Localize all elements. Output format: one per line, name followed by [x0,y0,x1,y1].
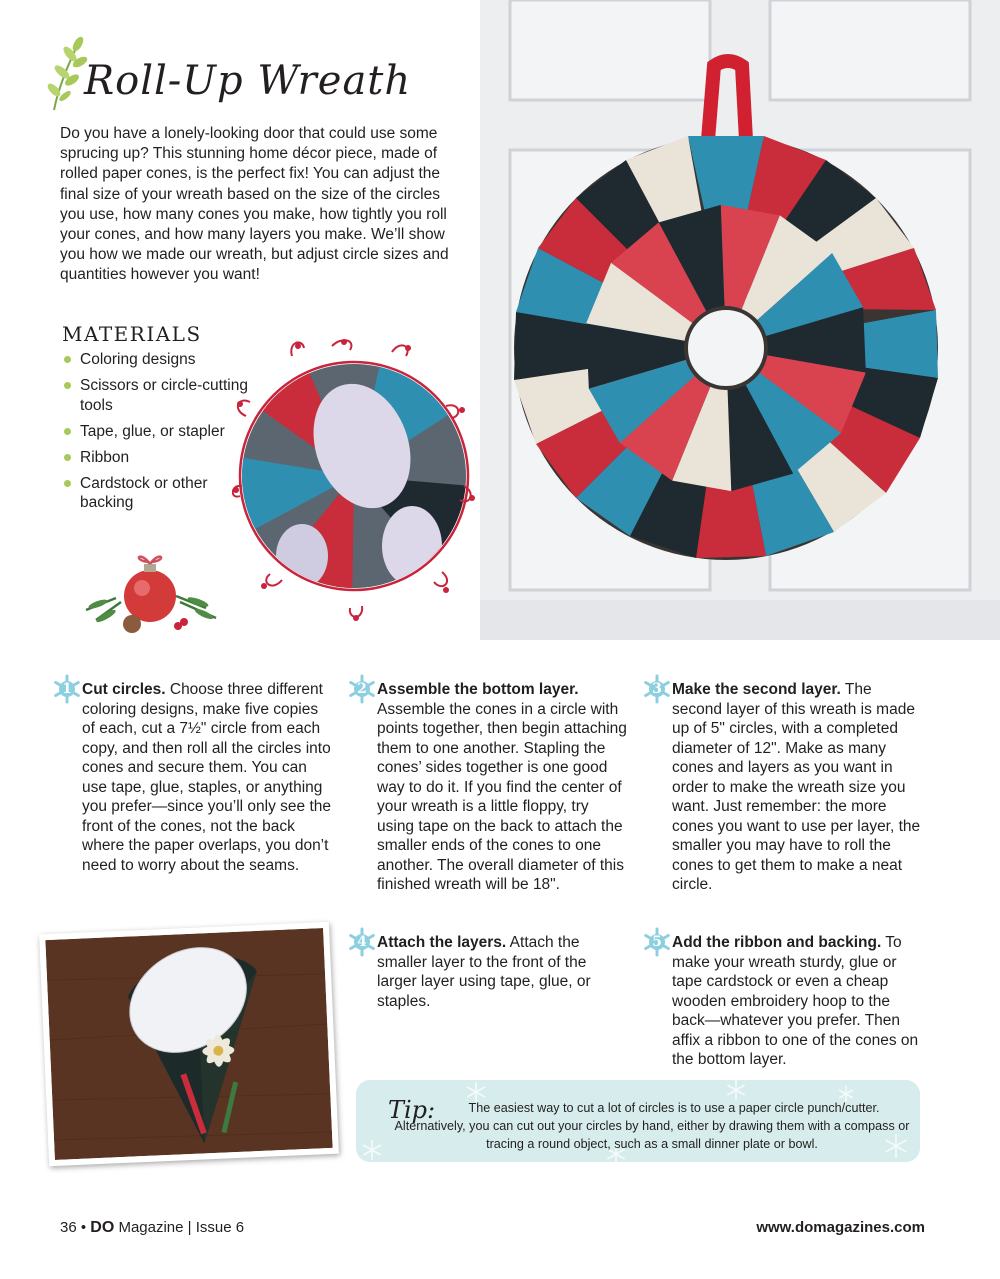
step-body: The second layer of this wreath is made up of 5" circles, with a completed diameter of 12". Make as many cones and layers as you want in order to make the wreath size you want. Just remember: the more cones you want to use per layer, the smaller you may have to roll the cones to get them to make a neat circle. [672,681,921,893]
magazine-brand: DO [90,1219,115,1236]
step-body: Attach the smaller layer to the front of the larger layer using tape, glue, or staples. [377,934,591,1010]
ornament-illustration [76,540,226,640]
step-title: Cut circles. [82,681,166,698]
page-number: 36 [60,1219,77,1236]
step-1 [62,680,334,875]
footer-url[interactable]: www.domagazines.com [756,1219,925,1236]
snowflake-step-badge: 3 [642,674,672,704]
intro-paragraph: Do you have a lonely-looking door that could use some sprucing up? This stunning home décor piece, made of rolled paper cones, is the perfect fix! You can adjust the final size of your wreath based on the size of the circles you use, how many cones you make, how tightly you roll your cones, and how many layers you make. We’ll show you how we made our wreath, but adjust circle sizes and quantities however you want! [60,125,449,284]
sprig-icon [40,32,88,112]
list-item: Scissors or circle-cutting tools [64,376,254,415]
wreath-photo [480,0,1000,640]
step-title: Make the second layer. [672,681,841,698]
paper-cone-image [45,928,332,1160]
snowflake-step-badge: 2 [347,674,377,704]
cone-detail-inset [232,336,476,622]
bullet-icon [64,382,71,389]
wreath-cones [514,136,938,560]
tip-box [356,1080,920,1162]
materials-heading: MATERIALS [62,322,202,346]
bullet-icon [64,454,71,461]
step-3 [652,680,924,895]
list-item: Tape, glue, or stapler [64,422,254,442]
bullet-icon [64,356,71,363]
rolled-cone-photo [39,922,339,1166]
list-item: Coloring designs [64,350,254,370]
tip-label: Tip: [388,1096,436,1124]
list-item: Cardstock or other backing [64,474,254,513]
tip-text: The easiest way to cut a lot of circles is to use a paper circle punch/cutter. Alternatively, you can cut out your circles by hand, either by drawing them with a compass or tracing a round object, such as a small dinner plate or bowl. [394,1101,910,1151]
step-title: Assemble the bottom layer. [377,681,579,698]
step-body: To make your wreath sturdy, glue or tape cardstock or even a cheap wooden embroidery hoop to the back—whatever you prefer. Then affix a ribbon to one of the cones on the bottom layer. [672,934,919,1068]
step-body: Assemble the cones in a circle with points together, then begin attaching them to one another. Stapling the cones’ sides together is one good way to do it. If you find the center of your wreath is a little floppy, try using tape on the back to attach the smaller ends of the cones to one another. The overall diameter of this finished wreath will be 18". [377,700,627,893]
snowflake-step-badge: 1 [52,674,82,704]
step-body: Choose three different coloring designs, make five copies of each, cut a 7½" circle from each copy, and then roll all the circles into cones and secure them. You can use tape, glue, staples, or anything you prefer—since you’ll only see the front of the cones, not the back where the paper overlaps, you don’t need to worry about the seams. [82,681,331,874]
step-title: Attach the layers. [377,934,507,951]
list-item: Ribbon [64,448,254,468]
bullet-icon [64,428,71,435]
issue-label: | Issue 6 [183,1219,245,1236]
step-5 [652,933,924,1070]
snowflake-step-badge: 5 [642,927,672,957]
page-title: Roll-Up Wreath [84,58,412,104]
footer-page-info: 36 • DO Magazine | Issue 6 [60,1219,245,1236]
step-2 [357,680,629,895]
step-title: Add the ribbon and backing. [672,934,882,951]
title-block [40,32,460,112]
bullet-icon [64,480,71,487]
materials-list [64,350,254,519]
step-4 [357,933,629,1011]
snowflake-step-badge: 4 [347,927,377,957]
